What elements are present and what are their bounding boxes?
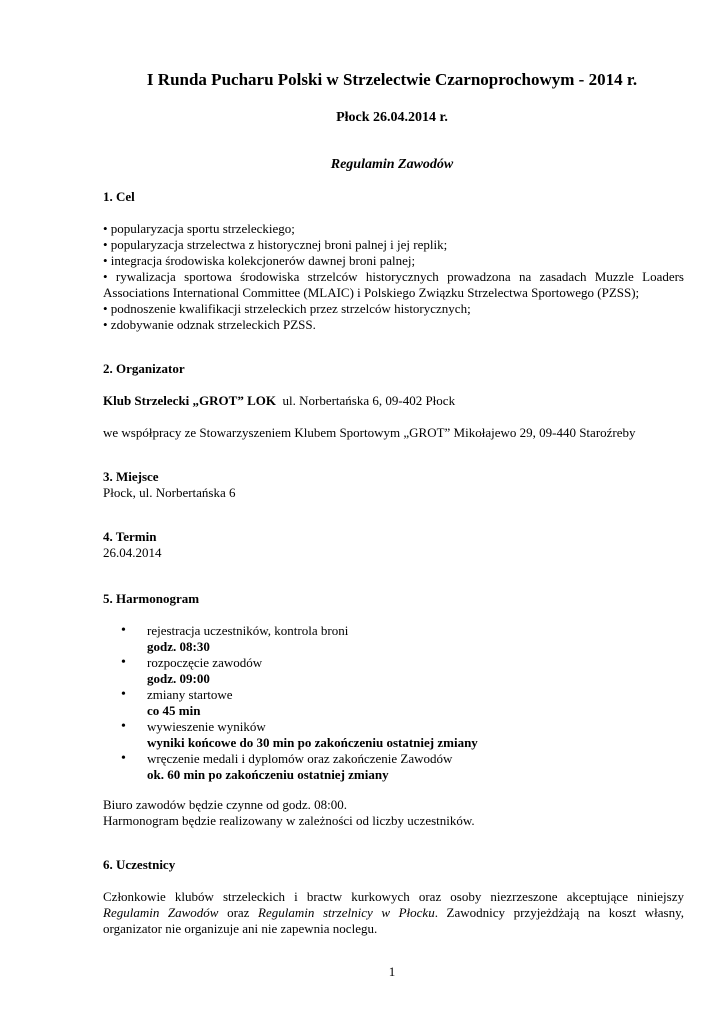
schedule-label: zmiany startowe xyxy=(147,687,233,702)
schedule-label: wywieszenie wyników xyxy=(147,719,266,734)
section-2-heading: 2. Organizator xyxy=(103,361,185,376)
goal-item: • popularyzacja sportu strzeleckiego; xyxy=(103,221,295,236)
schedule-time: godz. 08:30 xyxy=(147,639,210,654)
document-title: I Runda Pucharu Polski w Strzelectwie Czarnoprochowym - 2014 r. xyxy=(146,70,638,89)
goal-item: • rywalizacja sportowa środowiska strzelców historycznych prowadzona na zasadach Muzzle Loaders xyxy=(103,269,684,284)
schedule-time: ok. 60 min po zakończeniu ostatniej zmiany xyxy=(147,767,389,782)
schedule-time: wyniki końcowe do 30 min po zakończeniu ostatniej zmiany xyxy=(147,735,478,750)
bullet-icon: • xyxy=(121,623,126,638)
page-number: 1 xyxy=(388,964,396,979)
schedule-label: rejestracja uczestników, kontrola broni xyxy=(147,623,349,638)
section-1-heading: 1. Cel xyxy=(103,189,135,204)
participants-text: organizator nie organizuje ani nie zapewnia noclegu. xyxy=(103,921,378,936)
goal-item: • integracja środowiska kolekcjonerów dawnej broni palnej; xyxy=(103,253,416,268)
section-6-heading: 6. Uczestnicy xyxy=(103,857,176,872)
section-3-heading: 3. Miejsce xyxy=(103,469,159,484)
participants-connector: oraz xyxy=(218,905,259,920)
city-date: Płock 26.04.2014 r. xyxy=(336,110,448,125)
goal-item-continuation: Associations International Committee (MLAIC) i Polskiego Związku Strzelectwa Sportowego (PZSS); xyxy=(103,285,640,300)
bullet-icon: • xyxy=(121,751,126,766)
date-text: 26.04.2014 xyxy=(103,545,162,560)
participants-text: Członkowie klubów strzeleckich i bractw kurkowych oraz osoby niezrzeszone akceptujące niniejszy xyxy=(103,889,684,904)
place-text: Płock, ul. Norbertańska 6 xyxy=(103,485,236,500)
section-5-heading: 5. Harmonogram xyxy=(103,591,200,606)
schedule-label: rozpoczęcie zawodów xyxy=(147,655,263,670)
schedule-note: Harmonogram będzie realizowany w zależności od liczby uczestników. xyxy=(103,813,475,828)
bullet-icon: • xyxy=(121,655,126,670)
goal-item: • popularyzacja strzelectwa z historycznej broni palnej i jej replik; xyxy=(103,237,448,252)
shooting-range-regulation-name: Regulamin strzelnicy w Płocku xyxy=(258,905,435,920)
schedule-label: wręczenie medali i dyplomów oraz zakończenie Zawodów xyxy=(147,751,453,766)
goal-item: • zdobywanie odznak strzeleckich PZSS. xyxy=(103,317,316,332)
regulation-subtitle: Regulamin Zawodów xyxy=(330,157,454,172)
organizer-line xyxy=(103,393,455,409)
schedule-time: co 45 min xyxy=(147,703,201,718)
participants-text-tail: . Zawodnicy przyjeżdżają na koszt własny, xyxy=(434,905,684,920)
cooperation-text: we współpracy ze Stowarzyszeniem Klubem Sportowym „GROT” Mikołajewo 29, 09-440 Staroźreby xyxy=(103,425,636,440)
goal-item: • podnoszenie kwalifikacji strzeleckich przez strzelców historycznych; xyxy=(103,301,471,316)
bullet-icon: • xyxy=(121,687,126,702)
organizer-address: ul. Norbertańska 6, 09-402 Płock xyxy=(282,393,456,408)
section-4-heading: 4. Termin xyxy=(103,529,157,544)
organizer-club: Klub Strzelecki „GROT” LOK xyxy=(103,393,276,408)
regulation-name: Regulamin Zawodów xyxy=(103,905,219,920)
schedule-time: godz. 09:00 xyxy=(147,671,210,686)
office-hours-note: Biuro zawodów będzie czynne od godz. 08:00. xyxy=(103,797,348,812)
participants-text xyxy=(103,905,684,921)
bullet-icon: • xyxy=(121,719,126,734)
